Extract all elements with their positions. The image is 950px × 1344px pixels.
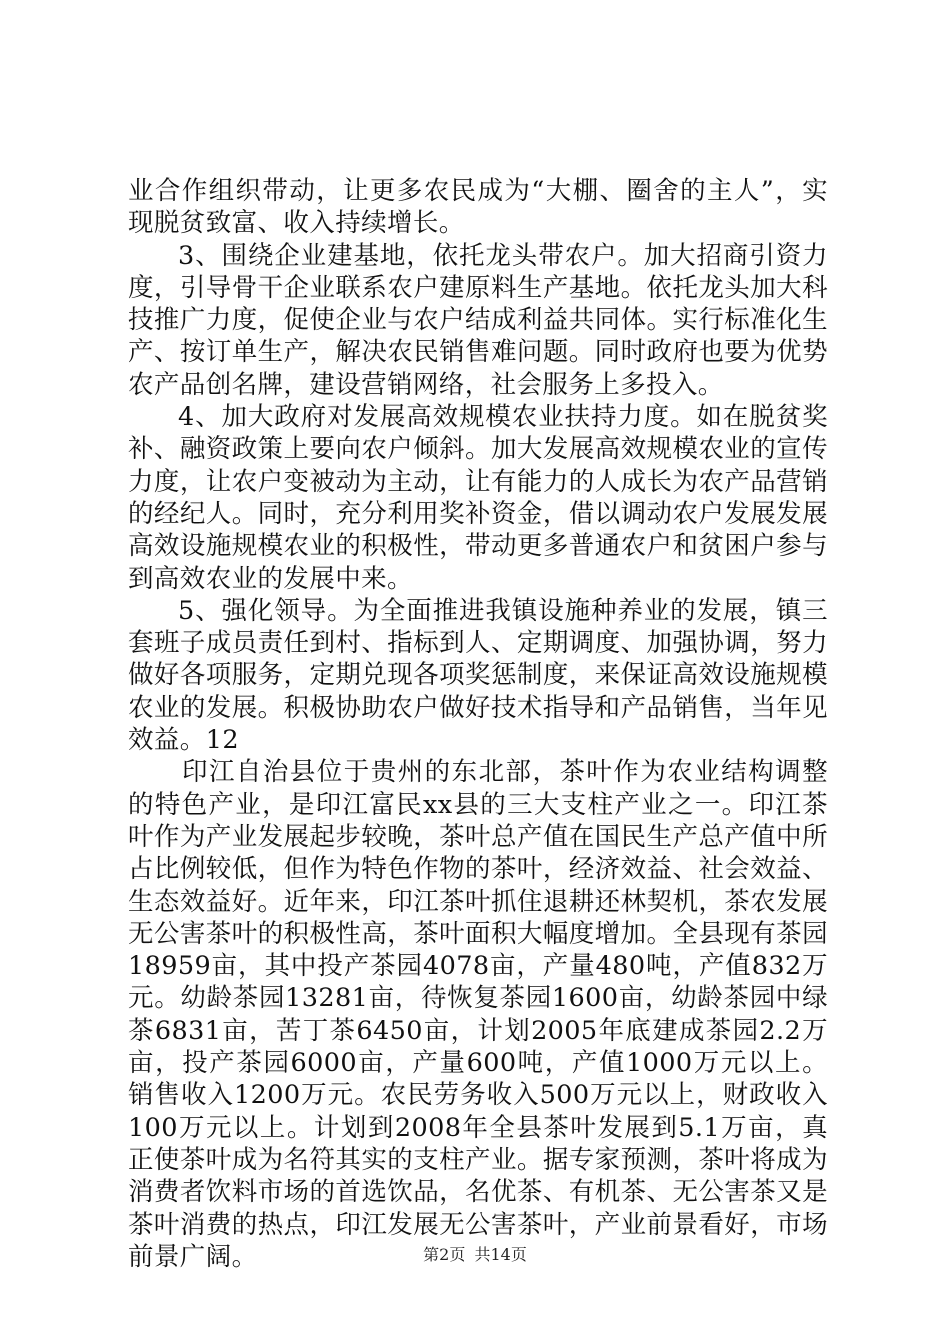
paragraph-item-3: 3、围绕企业建基地，依托龙头带农户。加大招商引资力度，引导骨干企业联系农户建原料生产基地。依托龙头加大科技推广力度，促使企业与农户结成利益共同体。实行标准化生产、按订单生产，解决农民销售难问题。同时政府也要为优势农产品创名牌，建设营销网络，社会服务上多投入。 — [128, 240, 828, 400]
paragraph-item-5: 5、强化领导。为全面推进我镇设施种养业的发展，镇三套班子成员责任到村、指标到人、定期调度、加强协调，努力做好各项服务，定期兑现各项奖惩制度，来保证高效设施规模农业的发展。积极协助农户做好技术指导和产品销售，当年见效益。12 — [128, 595, 828, 756]
page-footer — [0, 1242, 950, 1265]
page-number: 第2页 — [423, 1245, 466, 1264]
paragraph-yinjiang-tea: 印江自治县位于贵州的东北部，茶叶作为农业结构调整的特色产业，是印江富民xx县的三大支柱产业之一。印江茶叶作为产业发展起步较晚，茶叶总产值在国民生产总产值中所占比例较低，但作为特色作物的茶叶，经济效益、社会效益、生态效益好。近年来，印江茶叶抓住退耕还林契机，茶农发展无公害茶叶的积极性高，茶叶面积大幅度增加。全县现有茶园18959亩，其中投产茶园4078亩，产量480吨，产值832万元。幼龄茶园13281亩，待恢复茶园1600亩，幼龄茶园中绿茶6831亩，苦丁茶6450亩，计划2005年底建成茶园2.2万亩，投产茶园6000亩，产量600吨，产值1000万元以上。销售收入1200万元。农民劳务收入500万元以上，财政收入100万元以上。计划到2008年全县茶叶发展到5.1万亩，真正使茶叶成为名符其实的支柱产业。据专家预测，茶叶将成为消费者饮料市场的首选饮品，名优茶、有机茶、无公害茶又是茶叶消费的热点，印江发展无公害茶叶，产业前景看好，市场前景广阔。 — [128, 757, 828, 1272]
paragraph-continuation: 业合作组织带动，让更多农民成为“大棚、圈舍的主人”，实现脱贫致富、收入持续增长。 — [128, 176, 828, 239]
page-total: 共14页 — [474, 1245, 527, 1264]
paragraph-item-4: 4、加大政府对发展高效规模农业扶持力度。如在脱贫奖补、融资政策上要向农户倾斜。加大发展高效规模农业的宣传力度，让农户变被动为主动，让有能力的人成长为农产品营销的经纪人。同时，充分利用奖补资金，借以调动农户发展发展高效设施规模农业的积极性，带动更多普通农户和贫困户参与到高效农业的发展中来。 — [128, 402, 828, 594]
document-body — [128, 175, 828, 1273]
